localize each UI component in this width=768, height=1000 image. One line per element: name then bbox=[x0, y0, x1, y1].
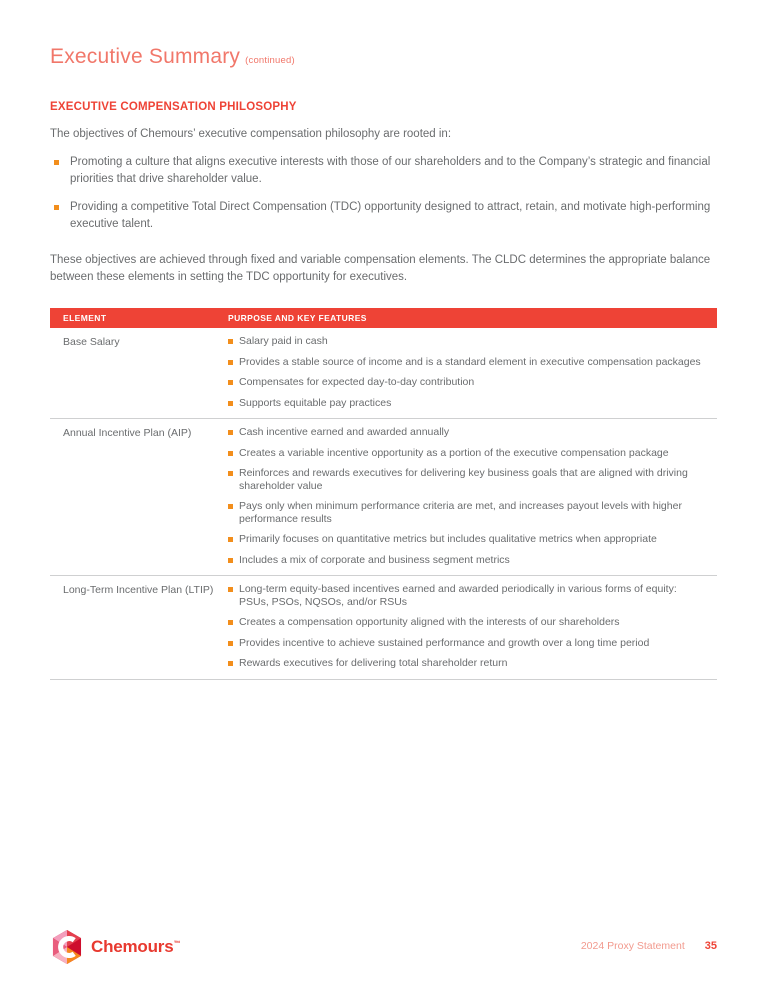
element-cell: Long-Term Incentive Plan (LTIP) bbox=[63, 584, 214, 596]
column-header-element: ELEMENT bbox=[63, 313, 107, 323]
chemours-brand bbox=[50, 928, 180, 966]
bullet-square-icon bbox=[228, 380, 233, 385]
feature-item bbox=[228, 447, 709, 460]
feature-text: Creates a variable incentive opportunity as a portion of the executive compensation package bbox=[239, 446, 669, 459]
feature-text: Long-term equity-based incentives earned and awarded periodically in various forms of equity: PSUs, PSOs, NQSOs, and/or RSUs bbox=[239, 583, 677, 608]
feature-text: Primarily focuses on quantitative metrics but includes qualitative metrics when appropriate bbox=[239, 533, 657, 545]
feature-item bbox=[228, 533, 709, 546]
bullet-square-icon bbox=[228, 661, 233, 666]
bullet-square-icon bbox=[228, 430, 233, 435]
feature-text: Creates a compensation opportunity aligned with the interests of our shareholders bbox=[239, 616, 620, 628]
feature-item bbox=[228, 467, 709, 492]
table-header-row bbox=[50, 308, 717, 328]
feature-text: Rewards executives for delivering total shareholder return bbox=[239, 657, 508, 669]
feature-text: Provides a stable source of income and is a standard element in executive compensation packages bbox=[239, 355, 701, 368]
intro-bullet-list bbox=[50, 154, 717, 233]
bullet-square-icon bbox=[228, 471, 233, 476]
feature-text: Pays only when minimum performance criteria are met, and increases payout levels with higher performance results bbox=[239, 500, 682, 525]
bullet-square-icon bbox=[228, 451, 233, 456]
feature-item bbox=[228, 583, 709, 608]
bullet-square-icon bbox=[228, 401, 233, 406]
feature-item bbox=[228, 637, 709, 650]
page-number: 35 bbox=[704, 940, 717, 952]
closing-paragraph: These objectives are achieved through fixed and variable compensation elements. The CLDC determines the appropriate balance between these elements in setting the TDC opportunity for executives. bbox=[50, 254, 711, 283]
feature-item bbox=[228, 356, 709, 369]
feature-item bbox=[228, 335, 709, 348]
feature-item bbox=[228, 376, 709, 389]
intro-bullet-text: Providing a competitive Total Direct Compensation (TDC) opportunity designed to attract, retain, and motivate high-performing executive talent. bbox=[70, 201, 711, 230]
bullet-square-icon bbox=[54, 205, 59, 210]
feature-item bbox=[228, 616, 709, 629]
table-row bbox=[50, 419, 717, 576]
intro-bullet-item bbox=[50, 199, 717, 233]
feature-text: Includes a mix of corporate and business segment metrics bbox=[239, 553, 510, 566]
chemours-wordmark: Chemours™ bbox=[91, 937, 181, 956]
column-header-purpose: PURPOSE AND KEY FEATURES bbox=[228, 313, 367, 323]
feature-item bbox=[228, 657, 709, 670]
element-cell: Base Salary bbox=[63, 336, 120, 348]
feature-item bbox=[228, 397, 709, 410]
features-cell bbox=[228, 426, 717, 566]
bullet-square-icon bbox=[228, 587, 233, 592]
page-title-text: Executive Summary bbox=[50, 45, 241, 68]
bullet-square-icon bbox=[228, 504, 233, 509]
chemours-logo-icon bbox=[50, 928, 84, 966]
page-content bbox=[50, 0, 717, 680]
table-row bbox=[50, 328, 717, 419]
table-body bbox=[50, 328, 717, 680]
section-heading: EXECUTIVE COMPENSATION PHILOSOPHY bbox=[50, 101, 297, 113]
footer-pagination bbox=[581, 940, 717, 952]
intro-paragraph: The objectives of Chemours’ executive compensation philosophy are rooted in: bbox=[50, 128, 452, 140]
element-cell: Annual Incentive Plan (AIP) bbox=[63, 427, 192, 439]
feature-text: Reinforces and rewards executives for delivering key business goals that are aligned with driving shareholder value bbox=[239, 467, 688, 492]
feature-text: Compensates for expected day-to-day contribution bbox=[239, 376, 475, 388]
page-title bbox=[50, 45, 717, 69]
page-title-continued: (continued) bbox=[245, 55, 295, 66]
bullet-square-icon bbox=[228, 339, 233, 344]
trademark-symbol: ™ bbox=[173, 940, 181, 948]
feature-text: Provides incentive to achieve sustained performance and growth over a long time period bbox=[239, 636, 650, 649]
feature-item bbox=[228, 500, 709, 525]
features-cell bbox=[228, 583, 717, 670]
bullet-square-icon bbox=[228, 620, 233, 625]
intro-bullet-item bbox=[50, 154, 717, 188]
feature-item bbox=[228, 426, 709, 439]
feature-text: Salary paid in cash bbox=[239, 335, 328, 347]
proxy-statement-label: 2024 Proxy Statement bbox=[580, 940, 685, 952]
bullet-square-icon bbox=[228, 641, 233, 646]
page-footer bbox=[50, 928, 717, 970]
table-row bbox=[50, 576, 717, 680]
feature-text: Supports equitable pay practices bbox=[239, 396, 392, 409]
feature-item bbox=[228, 554, 709, 567]
bullet-square-icon bbox=[228, 537, 233, 542]
compensation-table bbox=[50, 308, 717, 680]
bullet-square-icon bbox=[228, 558, 233, 563]
intro-bullet-text: Promoting a culture that aligns executive interests with those of our shareholders and to the Company’s strategic and financial priorities that drive shareholder value. bbox=[70, 156, 711, 185]
bullet-square-icon bbox=[54, 160, 59, 165]
feature-text: Cash incentive earned and awarded annually bbox=[239, 426, 450, 438]
bullet-square-icon bbox=[228, 360, 233, 365]
features-cell bbox=[228, 335, 717, 409]
